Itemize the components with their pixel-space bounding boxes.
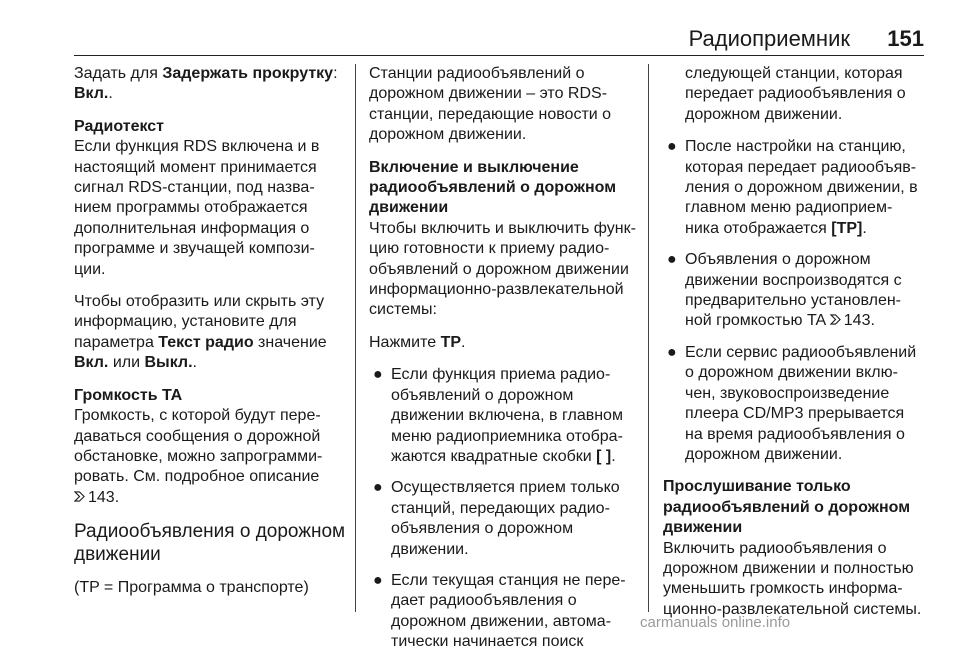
list-item: ● После настройки на станцию, которая передает радиообъяв- ления о дорожном движении, в главном меню радиоприем- ника отображается [TP]. <box>667 138 918 237</box>
bullet-list <box>369 365 633 652</box>
bullet-icon: ● <box>373 366 383 384</box>
section-heading: Радиообъявления о дорожном движении <box>74 521 346 566</box>
listen-only-heading: Прослушивание только <box>663 478 851 496</box>
radiotext-section: Радиотекст Если функция RDS включена и в настоящий момент принимается сигнал RDS-станции, под назва- нием программы отображается дополнительная информация о программе и звучащей компози- ции. <box>74 117 346 280</box>
bullet-icon: ● <box>667 343 677 361</box>
bullet-icon: ● <box>667 251 677 269</box>
intro-paragraph: Станции радиообъявлений о дорожном движении – это RDS- станции, передающие новости о дорожном движении. <box>369 65 612 144</box>
page-reference-link[interactable]: 143. <box>88 488 120 506</box>
column-divider-2 <box>648 64 649 612</box>
bullet-icon: ● <box>373 571 383 589</box>
listen-only-section: Прослушивание только радиообъявлений о дорожном движении Включить радиообъявления о дорожном движении и полностью уменьшить громкость информа- ционно-развлекательной системы. <box>663 477 927 620</box>
bullet-icon: ● <box>667 138 677 156</box>
bullet-list <box>663 137 927 465</box>
arrow-reference-icon <box>830 314 841 325</box>
onoff-section: Включение и выключение радиообъявлений о дорожном движении Чтобы включить и выключить функ- цию готовности к приему радио- объявлений о дорожном движении информационно-развлекательной системы: <box>369 158 636 319</box>
page-number: 151 <box>887 26 924 51</box>
page-reference-link[interactable]: 143. <box>843 312 875 330</box>
column-1 <box>74 64 346 611</box>
arrow-reference-icon <box>74 491 85 502</box>
page-header <box>74 26 924 56</box>
tp-note: (TP = Программа о транспорте) <box>74 579 309 597</box>
onoff-heading: Включение и выключение <box>369 158 579 176</box>
list-item: ● Если сервис радиообъявлений о дорожном движении вклю- чен, звуковоспроизведение плеера CD/MP3 прерывается на время радиообъявления о дорожном движении. <box>667 343 917 463</box>
page-title: Радиоприемник <box>688 26 850 51</box>
bullet-icon: ● <box>373 479 383 497</box>
radiotext-heading: Радиотекст <box>74 117 164 135</box>
list-item: ● Осуществляется прием только станций, передающих радио- объявления о дорожном движении. <box>373 479 620 558</box>
header-divider <box>74 55 924 56</box>
press-tp-instruction: Нажмите TP. <box>369 333 466 351</box>
watermark: carmanuals online.info <box>640 614 791 631</box>
list-item: ● Если функция приема радио- объявлений о дорожном движении включена, в главном меню радиоприемника отобра- жаются квадратные скобки [ ]. <box>373 366 623 465</box>
scroll-setting-paragraph: Задать для Задержать прокрутку: Вкл.. <box>74 65 338 103</box>
list-item: ● Если текущая станция не пере- дает радиообъявления о дорожном движении, автома- тически начинается поиск <box>373 571 626 651</box>
ta-volume-heading: Громкость TA <box>74 386 183 404</box>
ta-volume-section: Громкость TA Громкость, с которой будут пере- даваться сообщения о дорожной обстановке, можно запрограмми- ровать. См. подробное описание 143. <box>74 386 346 508</box>
list-item: ● Объявления о дорожном движении воспроизводятся с предварительно установлен- ной громкостью TA 143. <box>667 251 902 330</box>
show-hide-paragraph: Чтобы отобразить или скрыть эту информацию, установите для параметра Текст радио значение Вкл. или Выкл.. <box>74 293 327 372</box>
column-3 <box>663 64 927 632</box>
column-2 <box>369 64 636 665</box>
column-divider-1 <box>355 64 356 612</box>
continued-bullet-text: следующей станции, которая передает радиообъявления о дорожном движении. <box>685 65 906 123</box>
